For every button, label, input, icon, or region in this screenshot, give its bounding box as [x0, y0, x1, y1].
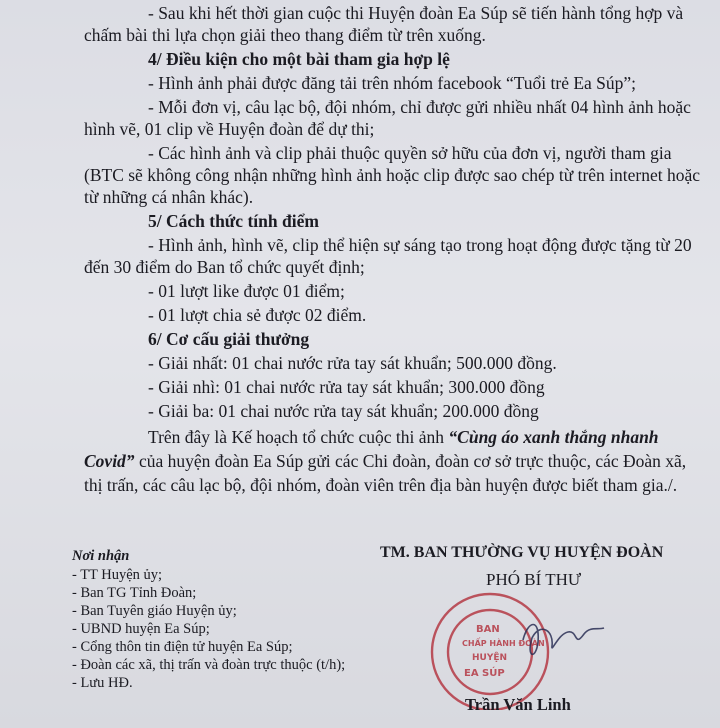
signature-title: TM. BAN THƯỜNG VỤ HUYỆN ĐOÀN	[380, 544, 664, 561]
svg-text:BAN: BAN	[476, 624, 500, 635]
paragraph: chấm bài thi lựa chọn giải theo thang điểm từ trên xuống.	[84, 25, 486, 45]
official-seal-stamp	[428, 590, 618, 710]
recipient-item: - Ban TG Tỉnh Đoàn;	[72, 585, 197, 601]
closing-paragraph: thị trấn, các câu lạc bộ, đội nhóm, đoàn viên trên địa bàn huyện được biết tham gia./.	[84, 475, 678, 495]
paragraph: - Các hình ảnh và clip phải thuộc quyền sở hữu của đơn vị, người tham gia	[148, 143, 672, 163]
paragraph: hình vẽ, 01 clip về Huyện đoàn để dự thi;	[84, 119, 375, 139]
recipient-item: - Đoàn các xã, thị trấn và đoàn trực thuộc (t/h);	[72, 657, 346, 673]
recipient-item: - UBND huyện Ea Súp;	[72, 621, 210, 637]
section-heading-5: 5/ Cách thức tính điểm	[148, 211, 319, 231]
recipient-item: - Ban Tuyên giáo Huyện ủy;	[72, 603, 237, 619]
paragraph: - Giải ba: 01 chai nước rửa tay sát khuẩn; 200.000 đồng	[148, 401, 539, 421]
recipient-item: - TT Huyện ủy;	[72, 567, 163, 583]
paragraph: - Hình ảnh phải được đăng tải trên nhóm facebook “Tuổi trẻ Ea Súp”;	[148, 73, 637, 93]
svg-text:HUYỆN: HUYỆN	[472, 653, 508, 663]
recipient-item: - Cổng thôn tin điện tử huyện Ea Súp;	[72, 639, 293, 655]
paragraph: từ những cá nhân khác).	[84, 187, 254, 207]
recipient-item: - Lưu HĐ.	[72, 675, 133, 691]
svg-text:EA SÚP: EA SÚP	[464, 668, 505, 679]
closing-paragraph: Trên đây là Kế hoạch tổ chức cuộc thi ảnh “Cùng áo xanh thắng nhanh	[148, 427, 659, 447]
paragraph: - Giải nhì: 01 chai nước rửa tay sát khuẩn; 300.000 đồng	[148, 377, 545, 397]
paragraph: - 01 lượt chia sẻ được 02 điểm.	[148, 305, 367, 325]
paragraph: - Mỗi đơn vị, câu lạc bộ, đội nhóm, chỉ được gửi nhiều nhất 04 hình ảnh hoặc	[148, 97, 691, 117]
recipients-title: Nơi nhận	[72, 548, 130, 564]
section-heading-4: 4/ Điều kiện cho một bài tham gia hợp lệ	[148, 49, 450, 69]
signer-name: Trần Văn Linh	[465, 695, 571, 714]
closing-paragraph: Covid” của huyện đoàn Ea Súp gửi các Chi đoàn, đoàn cơ sở trực thuộc, các Đoàn xã,	[84, 451, 687, 471]
signature-position: PHÓ BÍ THƯ	[486, 570, 582, 589]
paragraph: - 01 lượt like được 01 điểm;	[148, 281, 345, 301]
paragraph: - Giải nhất: 01 chai nước rửa tay sát khuẩn; 500.000 đồng.	[148, 353, 557, 373]
section-heading-6: 6/ Cơ cấu giải thưởng	[148, 329, 310, 349]
paragraph: (BTC sẽ không công nhận những hình ảnh hoặc clip được sao chép từ trên internet hoặc	[84, 165, 701, 185]
paragraph: - Hình ảnh, hình vẽ, clip thể hiện sự sáng tạo trong hoạt động được tặng từ 20	[148, 235, 692, 255]
paragraph: đến 30 điểm do Ban tổ chức quyết định;	[84, 257, 365, 277]
paragraph: - Sau khi hết thời gian cuộc thi Huyện đoàn Ea Súp sẽ tiến hành tổng hợp và	[148, 3, 684, 23]
svg-text:CHẤP HÀNH ĐOÀN: CHẤP HÀNH ĐOÀN	[462, 639, 545, 648]
